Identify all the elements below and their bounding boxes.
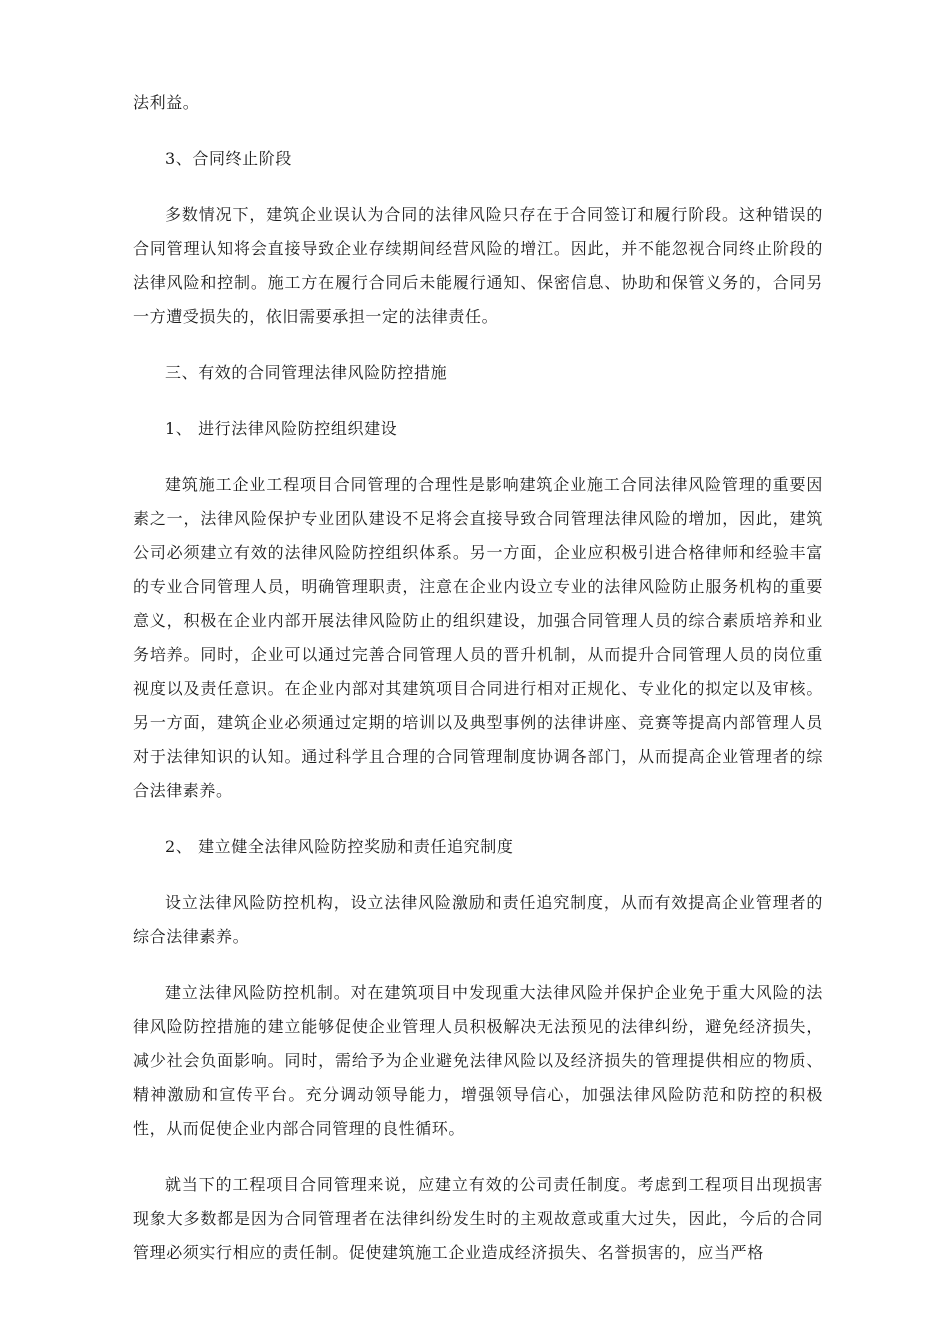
section-heading-contract-termination: 3、合同终止阶段 [165, 149, 292, 168]
paragraph-responsibility-system: 就当下的工程项目合同管理来说，应建立有效的公司责任制度。考虑到工程项目出现损害现象大多数都是因为合同管理者在法律纠纷发生时的主观故意或重大过失，因此，今后的合同管理必须实行相应的责任制。促使建筑施工企业造成经济损失、名誉损害的，应当严格 [133, 1175, 823, 1262]
paragraph-establish-institution: 设立法律风险防控机构，设立法律风险激励和责任追究制度，从而有效提高企业管理者的综合法律素养。 [133, 893, 823, 946]
paragraph-organization-building: 建筑施工企业工程项目合同管理的合理性是影响建筑企业施工合同法律风险管理的重要因素之一，法律风险保护专业团队建设不足将会直接导致合同管理法律风险的增加，因此，建筑公司必须建立有效的法律风险防控组织体系。另一方面，企业应积极引进合格律师和经验丰富的专业合同管理人员，明确管理职责，注意在企业内设立专业的法律风险防止服务机构的重要意义，积极在企业内部开展法律风险防止的组织建设，加强合同管理人员的综合素质培养和业务培养。同时，企业可以通过完善合同管理人员的晋升机制，从而提升合同管理人员的岗位重视度以及责任意识。在企业内部对其建筑项目合同进行相对正规化、专业化的拟定以及审核。另一方面，建筑企业必须通过定期的培训以及典型事例的法律讲座、竞赛等提高内部管理人员对于法律知识的认知。通过科学且合理的合同管理制度协调各部门，从而提高企业管理者的综合法律素养。 [133, 475, 823, 800]
section-heading-reward-accountability: 2、 建立健全法律风险防控奖励和责任追究制度 [165, 837, 514, 856]
document-page [133, 86, 823, 1292]
chapter-heading-risk-control-measures: 三、有效的合同管理法律风险防控措施 [165, 363, 448, 382]
paragraph-continuation: 法利益。 [133, 93, 200, 112]
paragraph-termination-risk: 多数情况下，建筑企业误认为合同的法律风险只存在于合同签订和履行阶段。这种错误的合同管理认知将会直接导致企业存续期间经营风险的增江。因此，并不能忽视合同终止阶段的法律风险和控制。施工方在履行合同后未能履行通知、保密信息、协助和保管义务的，合同另一方遭受损失的，依旧需要承担一定的法律责任。 [133, 205, 823, 326]
paragraph-risk-control-mechanism: 建立法律风险防控机制。对在建筑项目中发现重大法律风险并保护企业免于重大风险的法律风险防控措施的建立能够促使企业管理人员积极解决无法预见的法律纠纷，避免经济损失，减少社会负面影响。同时，需给予为企业避免法律风险以及经济损失的管理提供相应的物质、精神激励和宣传平台。充分调动领导能力，增强领导信心，加强法律风险防范和防控的积极性，从而促使企业内部合同管理的良性循环。 [133, 983, 823, 1138]
section-heading-organization-building: 1、 进行法律风险防控组织建设 [165, 419, 398, 438]
